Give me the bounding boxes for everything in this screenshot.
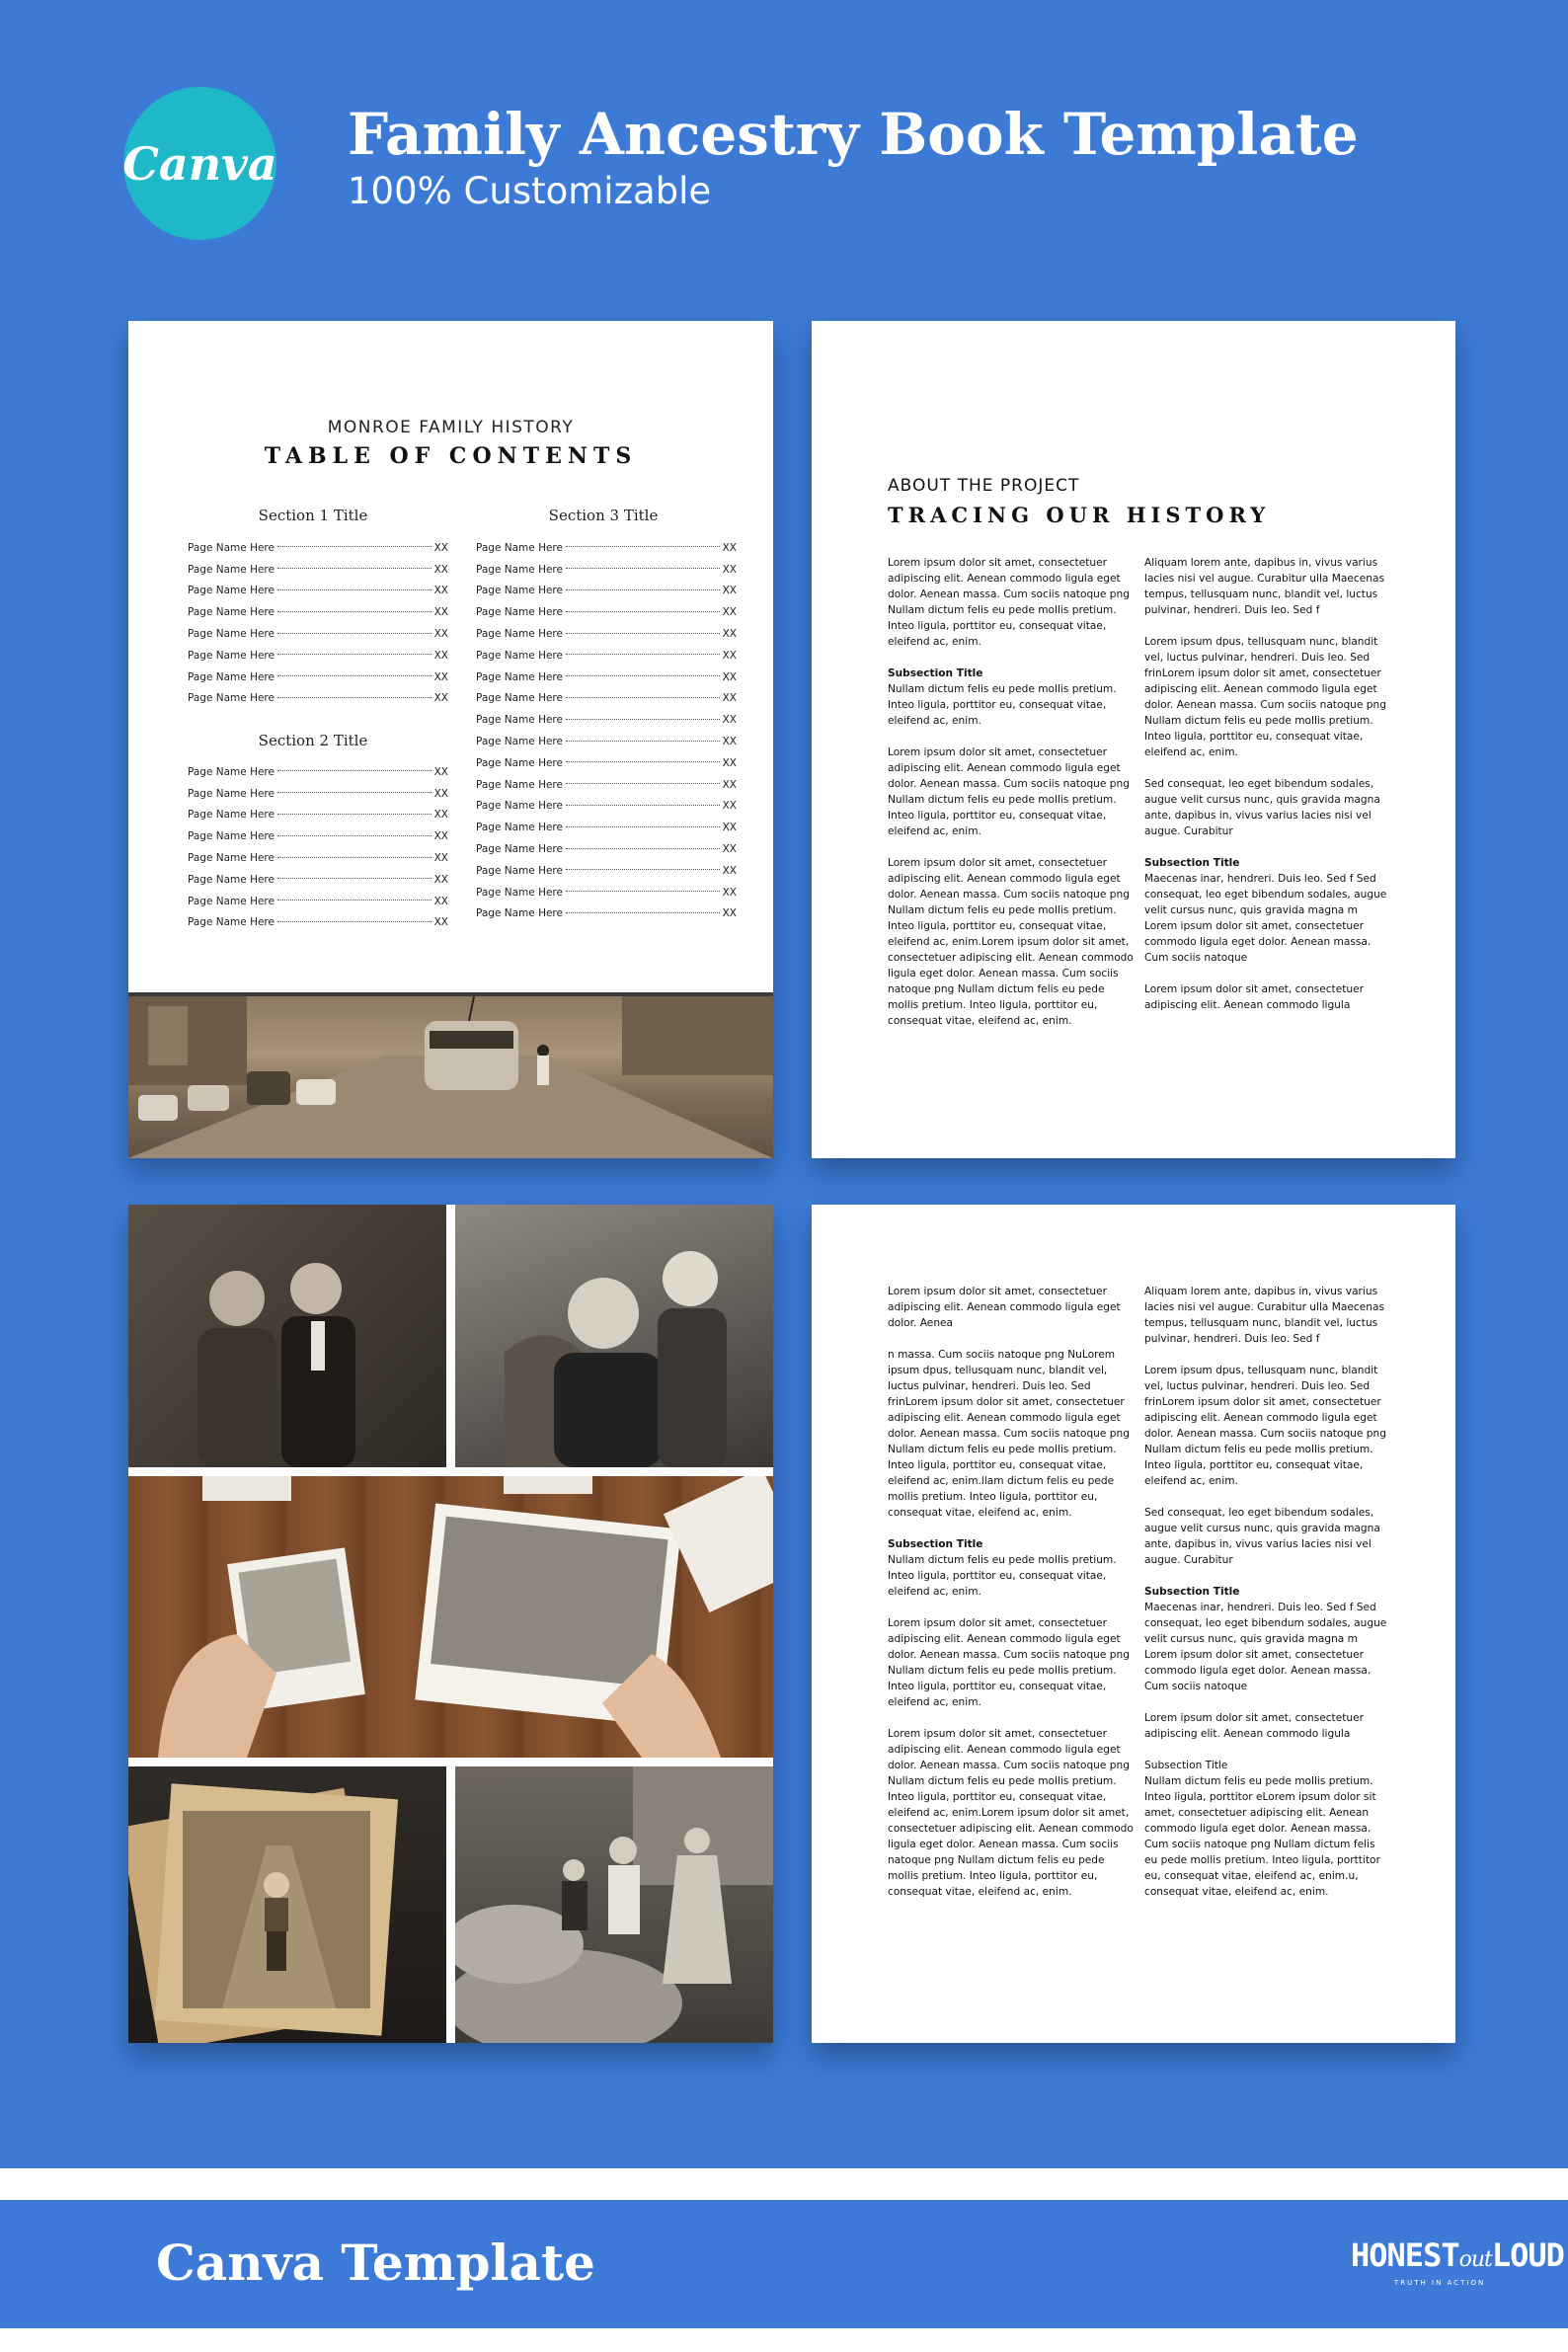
toc-entry xyxy=(476,752,737,774)
toc-entry-page: XX xyxy=(433,873,448,886)
toc-entry-page: XX xyxy=(722,822,737,834)
toc-entry-name: Page Name Here xyxy=(188,852,274,865)
toc-entry xyxy=(188,783,448,805)
toc-entry xyxy=(476,731,737,752)
toc-entry-page: XX xyxy=(433,585,448,597)
toc-entry xyxy=(188,912,448,934)
toc-leader-dots xyxy=(277,814,431,815)
toc-leader-dots xyxy=(277,611,431,612)
modern-family-photo xyxy=(455,1205,773,1467)
about-page xyxy=(812,321,1455,1158)
body-paragraph: Lorem ipsum dolor sit amet, consectetuer adipiscing elit. Aenean commodo ligula eget dolor. Aenean massa. Cum sociis natoque png Nullam dictum felis eu pede mollis pretium. Inteo ligula, porttitor eu, consequat vitae, eleifend ac, enim.Lorem ipsum dolor sit amet, consectetuer adipiscing elit. Aenean commodo ligula eget dolor. Aenean massa. Cum sociis natoque png Nullam dictum felis eu pede mollis pretium. Inteo ligula, porttitor eu, consequat vitae, eleifend ac, enim. xyxy=(888,857,1134,1027)
toc-entry-name: Page Name Here xyxy=(476,800,563,813)
toc-entry-page: XX xyxy=(722,736,737,748)
toc-leader-dots xyxy=(277,857,431,858)
body-paragraph: Subsection Title Nullam dictum felis eu pede mollis pretium. Inteo ligula, porttitor eu, consequat vitae, eleifend ac, enim. xyxy=(888,666,1135,729)
toc-leader-dots xyxy=(566,675,720,676)
toc-entry-name: Page Name Here xyxy=(188,670,274,683)
toc-entry xyxy=(476,581,737,602)
toc-section-2-title: Section 2 Title xyxy=(258,732,368,749)
toc-entry-name: Page Name Here xyxy=(476,843,563,856)
toc-title: TABLE OF CONTENTS xyxy=(264,443,638,469)
body-paragraph: Aliquam lorem ante, dapibus in, vivus varius lacies nisi vel augue. Curabitur ulla Maecenas tempus, tellusquam nunc, blandit vel, luctus pulvinar, hendreri. Duis leo. Sed f xyxy=(1144,557,1384,616)
brand-left: HONEST xyxy=(1351,2236,1459,2274)
toc-entry-page: XX xyxy=(722,778,737,791)
toc-leader-dots xyxy=(277,568,431,569)
body-paragraph: Lorem ipsum dolor sit amet, consectetuer adipiscing elit. Aenean commodo ligula eget dolor. Aenean massa. Cum sociis natoque png Nullam dictum felis eu pede mollis pretium. Inteo ligula, porttitor eu, consequat vitae, eleifend ac, enim. xyxy=(888,557,1130,648)
body-paragraph: Aliquam lorem ante, dapibus in, vivus varius lacies nisi vel augue. Curabitur ulla Maecenas tempus, tellusquam nunc, blandit vel, luctus pulvinar, hendreri. Duis leo. Sed f xyxy=(1144,1286,1384,1345)
toc-entry-name: Page Name Here xyxy=(188,916,274,929)
toc-entry-name: Page Name Here xyxy=(188,830,274,843)
toc-entry-page: XX xyxy=(722,541,737,554)
toc-entry xyxy=(476,537,737,559)
toc-entry-name: Page Name Here xyxy=(188,541,274,554)
toc-leader-dots xyxy=(277,792,431,793)
toc-entry xyxy=(476,774,737,796)
toc-leader-dots xyxy=(566,891,720,892)
subsection-title: Subsection Title xyxy=(888,1538,983,1550)
toc-leader-dots xyxy=(277,589,431,590)
toc-leader-dots xyxy=(566,869,720,870)
honest-out-loud-logo xyxy=(1351,2236,1564,2274)
toc-entry-name: Page Name Here xyxy=(476,778,563,791)
toc-entry-page: XX xyxy=(433,916,448,929)
toc-leader-dots xyxy=(566,741,720,742)
toc-entry xyxy=(476,882,737,903)
toc-entry-name: Page Name Here xyxy=(476,886,563,899)
toc-leader-dots xyxy=(566,783,720,784)
toc-entry-page: XX xyxy=(722,692,737,705)
toc-leader-dots xyxy=(277,921,431,922)
toc-entry-page: XX xyxy=(433,563,448,576)
photos-on-table xyxy=(128,1476,773,1758)
toc-entry-page: XX xyxy=(433,541,448,554)
toc-entry-name: Page Name Here xyxy=(188,787,274,800)
body-paragraph: Subsection Title Maecenas inar, hendreri. Duis leo. Sed f Sed consequat, leo eget bibendum sodales, augue velit cursus nunc, quis gravida magna m Lorem ipsum dolor sit amet, consectetuer commodo ligula eget dolor. Aenean massa. Cum sociis natoque xyxy=(1144,1584,1391,1694)
toc-leader-dots xyxy=(566,654,720,655)
brand-right: LOUD xyxy=(1491,2236,1564,2274)
toc-entry-page: XX xyxy=(722,628,737,641)
family-on-rocks-photo xyxy=(455,1766,773,2043)
toc-entry-name: Page Name Here xyxy=(476,585,563,597)
body-paragraph: Lorem ipsum dolor sit amet, consectetuer adipiscing elit. Aenean commodo ligula xyxy=(1144,983,1364,1011)
toc-entry-page: XX xyxy=(722,756,737,769)
toc-entry-name: Page Name Here xyxy=(476,563,563,576)
body-paragraph: Sed consequat, leo eget bibendum sodales, augue velit cursus nunc, quis gravida magna ante, dapibus in, vivus varius lacies nisi vel augue. Curabitur xyxy=(1144,778,1380,837)
toc-entry-name: Page Name Here xyxy=(476,864,563,877)
toc-entry xyxy=(188,581,448,602)
toc-leader-dots xyxy=(277,675,431,676)
toc-entry-page: XX xyxy=(722,563,737,576)
toc-entry-name: Page Name Here xyxy=(188,895,274,907)
body-paragraph: Sed consequat, leo eget bibendum sodales, augue velit cursus nunc, quis gravida magna ante, dapibus in, vivus varius lacies nisi vel augue. Curabitur xyxy=(1144,1507,1380,1566)
toc-entry xyxy=(476,645,737,666)
toc-entry-page: XX xyxy=(722,886,737,899)
toc-leader-dots xyxy=(566,633,720,634)
toc-leader-dots xyxy=(277,770,431,771)
toc-leader-dots xyxy=(566,697,720,698)
toc-entry-page: XX xyxy=(433,830,448,843)
toc-leader-dots xyxy=(277,900,431,901)
toc-entry-name: Page Name Here xyxy=(188,606,274,619)
canva-logo-text: Canva xyxy=(122,136,277,191)
toc-entry-page: XX xyxy=(722,800,737,813)
toc-entry-page: XX xyxy=(722,606,737,619)
footer-bottom-strip xyxy=(0,2328,1568,2352)
toc-entry-name: Page Name Here xyxy=(476,822,563,834)
toc-leader-dots xyxy=(566,611,720,612)
toc-page xyxy=(128,321,773,1158)
toc-entry xyxy=(188,601,448,623)
toc-entry-page: XX xyxy=(433,809,448,822)
subsection-title: Subsection Title xyxy=(1144,857,1240,869)
toc-entry xyxy=(188,825,448,847)
body-paragraph: Subsection Title Nullam dictum felis eu pede mollis pretium. Inteo ligula, porttitor eu, consequat vitae, eleifend ac, enim. xyxy=(888,1536,1135,1600)
toc-entry xyxy=(188,623,448,645)
toc-entry-page: XX xyxy=(722,714,737,727)
toc-entry-page: XX xyxy=(433,628,448,641)
toc-entry xyxy=(188,559,448,581)
toc-entry xyxy=(476,623,737,645)
toc-section-2-list xyxy=(188,761,448,933)
toc-entry xyxy=(188,537,448,559)
body-paragraph: Lorem ipsum dolor sit amet, consectetuer adipiscing elit. Aenean commodo ligula eget dolor. Aenean massa. Cum sociis natoque png Nullam dictum felis eu pede mollis pretium. Inteo ligula, porttitor eu, consequat vitae, eleifend ac, enim.Lorem ipsum dolor sit amet, consectetuer adipiscing elit. Aenean commodo ligula eget dolor. Aenean massa. Cum sociis natoque png Nullam dictum felis eu pede mollis pretium. Inteo ligula, porttitor eu, consequat vitae, eleifend ac, enim. xyxy=(888,1728,1134,1898)
toc-entry-name: Page Name Here xyxy=(476,907,563,920)
toc-entry-name: Page Name Here xyxy=(476,736,563,748)
toc-entry-name: Page Name Here xyxy=(188,765,274,778)
toc-entry-name: Page Name Here xyxy=(476,714,563,727)
subsection-title: Subsection Title xyxy=(1144,1586,1240,1598)
toc-leader-dots xyxy=(566,826,720,827)
toc-leader-dots xyxy=(566,761,720,762)
toc-entry-page: XX xyxy=(433,606,448,619)
body-paragraph: Lorem ipsum dpus, tellusquam nunc, blandit vel, luctus pulvinar, hendreri. Duis leo. Sed frinLorem ipsum dolor sit amet, consectetuer adipiscing elit. Aenean commodo ligula eget dolor. Aenean massa. Cum sociis natoque png Nullam dictum felis eu pede mollis pretium. Inteo ligula, porttitor eu, consequat vitae, eleifend ac, enim. xyxy=(1144,1365,1386,1487)
body-paragraph: Lorem ipsum dpus, tellusquam nunc, blandit vel, luctus pulvinar, hendreri. Duis leo. Sed frinLorem ipsum dolor sit amet, consectetuer adipiscing elit. Aenean commodo ligula eget dolor. Aenean massa. Cum sociis natoque png Nullam dictum felis eu pede mollis pretium. Inteo ligula, porttitor eu, consequat vitae, eleifend ac, enim. xyxy=(1144,636,1386,758)
subsection-title: Subsection Title xyxy=(888,667,983,679)
toc-entry xyxy=(188,869,448,891)
footer-divider xyxy=(0,2168,1568,2200)
toc-entry xyxy=(188,891,448,912)
toc-leader-dots xyxy=(277,878,431,879)
toc-entry-name: Page Name Here xyxy=(476,756,563,769)
toc-entry-name: Page Name Here xyxy=(476,606,563,619)
street-photo xyxy=(128,992,773,1158)
about-supertitle: ABOUT THE PROJECT xyxy=(888,476,1080,496)
toc-entry-name: Page Name Here xyxy=(188,649,274,662)
vintage-couple-photo xyxy=(128,1205,446,1467)
toc-entry xyxy=(188,847,448,869)
toc-leader-dots xyxy=(566,805,720,806)
canva-logo xyxy=(123,87,276,240)
toc-leader-dots xyxy=(277,654,431,655)
toc-entry-name: Page Name Here xyxy=(188,585,274,597)
header-title: Family Ancestry Book Template xyxy=(348,101,1359,168)
text-page xyxy=(812,1205,1455,2043)
toc-entry xyxy=(476,903,737,925)
body-paragraph: Lorem ipsum dolor sit amet, consectetuer adipiscing elit. Aenean commodo ligula xyxy=(1144,1712,1364,1740)
toc-entry xyxy=(476,688,737,710)
toc-entry-page: XX xyxy=(433,649,448,662)
about-column-2 xyxy=(1144,555,1391,1029)
toc-entry-name: Page Name Here xyxy=(188,873,274,886)
toc-entry-page: XX xyxy=(433,787,448,800)
toc-entry-page: XX xyxy=(433,670,448,683)
toc-entry xyxy=(476,838,737,860)
toc-entry xyxy=(476,559,737,581)
toc-entry-page: XX xyxy=(433,692,448,705)
text-column-1 xyxy=(888,1284,1135,1916)
toc-leader-dots xyxy=(566,568,720,569)
photo-collage-page xyxy=(128,1205,773,2043)
toc-entry-name: Page Name Here xyxy=(476,649,563,662)
toc-entry xyxy=(476,709,737,731)
text-column-2 xyxy=(1144,1284,1391,1916)
toc-entry xyxy=(188,761,448,783)
toc-entry-name: Page Name Here xyxy=(188,809,274,822)
toc-entry-page: XX xyxy=(433,852,448,865)
toc-entry-page: XX xyxy=(722,670,737,683)
toc-entry-page: XX xyxy=(722,864,737,877)
header-subtitle: 100% Customizable xyxy=(348,170,712,212)
toc-entry xyxy=(188,805,448,826)
toc-entry-name: Page Name Here xyxy=(188,628,274,641)
toc-entry xyxy=(188,688,448,710)
body-paragraph: n massa. Cum sociis natoque png NuLorem ipsum dpus, tellusquam nunc, blandit vel, luctus pulvinar, hendreri. Duis leo. Sed frinLorem ipsum dolor sit amet, consectetuer adipiscing elit. Aenean commodo ligula eget dolor. Aenean massa. Cum sociis natoque png Nullam dictum felis eu pede mollis pretium. Inteo ligula, porttitor eu, consequat vitae, eleifend ac, enim.llam dictum felis eu pede mollis pretium. Inteo ligula, porttitor eu, consequat vitae, eleifend ac, enim. xyxy=(888,1349,1130,1519)
toc-supertitle: MONROE FAMILY HISTORY xyxy=(327,418,575,437)
boy-on-road-photo xyxy=(128,1766,446,2043)
toc-entry-name: Page Name Here xyxy=(476,692,563,705)
toc-entry-page: XX xyxy=(433,765,448,778)
body-paragraph: Lorem ipsum dolor sit amet, consectetuer adipiscing elit. Aenean commodo ligula eget dolor. Aenean massa. Cum sociis natoque png Nullam dictum felis eu pede mollis pretium. Inteo ligula, porttitor eu, consequat vitae, eleifend ac, enim. xyxy=(888,1617,1130,1708)
toc-entry xyxy=(476,796,737,818)
body-paragraph: Subsection Title Maecenas inar, hendreri. Duis leo. Sed f Sed consequat, leo eget bibendum sodales, augue velit cursus nunc, quis gravida magna m Lorem ipsum dolor sit amet, consectetuer commodo ligula eget dolor. Aenean massa. Cum sociis natoque xyxy=(1144,855,1391,966)
toc-entry xyxy=(476,601,737,623)
toc-leader-dots xyxy=(566,589,720,590)
footer-label: Canva Template xyxy=(156,2234,595,2292)
toc-entry-page: XX xyxy=(722,843,737,856)
toc-entry-name: Page Name Here xyxy=(476,628,563,641)
toc-entry xyxy=(476,817,737,838)
toc-leader-dots xyxy=(566,848,720,849)
body-paragraph: Lorem ipsum dolor sit amet, consectetuer adipiscing elit. Aenean commodo ligula eget dolor. Aenea xyxy=(888,1286,1121,1329)
toc-leader-dots xyxy=(277,697,431,698)
toc-entry xyxy=(476,860,737,882)
toc-entry-name: Page Name Here xyxy=(188,692,274,705)
toc-section-1-list xyxy=(188,537,448,709)
toc-entry-name: Page Name Here xyxy=(476,541,563,554)
toc-entry xyxy=(188,666,448,688)
toc-leader-dots xyxy=(566,546,720,547)
brand-mid: out xyxy=(1458,2247,1492,2272)
body-paragraph: Lorem ipsum dolor sit amet, consectetuer adipiscing elit. Aenean commodo ligula eget dolor. Aenean massa. Cum sociis natoque png Nullam dictum felis eu pede mollis pretium. Inteo ligula, porttitor eu, consequat vitae, eleifend ac, enim. xyxy=(888,746,1130,837)
toc-entry-page: XX xyxy=(722,585,737,597)
about-column-1 xyxy=(888,555,1135,1045)
toc-leader-dots xyxy=(566,719,720,720)
toc-entry-name: Page Name Here xyxy=(188,563,274,576)
toc-entry-page: XX xyxy=(722,907,737,920)
brand-tagline: TRUTH IN ACTION xyxy=(1394,2279,1486,2287)
toc-section-3-list xyxy=(476,537,737,924)
toc-section-1-title: Section 1 Title xyxy=(258,507,368,524)
toc-leader-dots xyxy=(277,546,431,547)
toc-entry-page: XX xyxy=(722,649,737,662)
subsection-title: Subsection Title xyxy=(1144,1760,1228,1771)
toc-entry xyxy=(476,666,737,688)
toc-section-3-title: Section 3 Title xyxy=(548,507,659,524)
toc-leader-dots xyxy=(277,633,431,634)
toc-entry-name: Page Name Here xyxy=(476,670,563,683)
toc-leader-dots xyxy=(277,835,431,836)
body-paragraph: Subsection Title Nullam dictum felis eu pede mollis pretium. Inteo ligula, porttitor eLorem ipsum dolor sit amet, consectetuer adipiscing elit. Aenean commodo ligula eget dolor. Aenean massa. Cum sociis natoque png Nullam dictum felis eu pede mollis pretium. Inteo ligula, porttitor eu, consequat vitae, eleifend ac, enim.u, consequat vitae, eleifend ac, enim. xyxy=(1144,1758,1391,1900)
toc-entry xyxy=(188,645,448,666)
street-photo-illustration xyxy=(128,996,773,1158)
toc-entry-page: XX xyxy=(433,895,448,907)
about-title: TRACING OUR HISTORY xyxy=(888,503,1271,527)
toc-leader-dots xyxy=(566,912,720,913)
